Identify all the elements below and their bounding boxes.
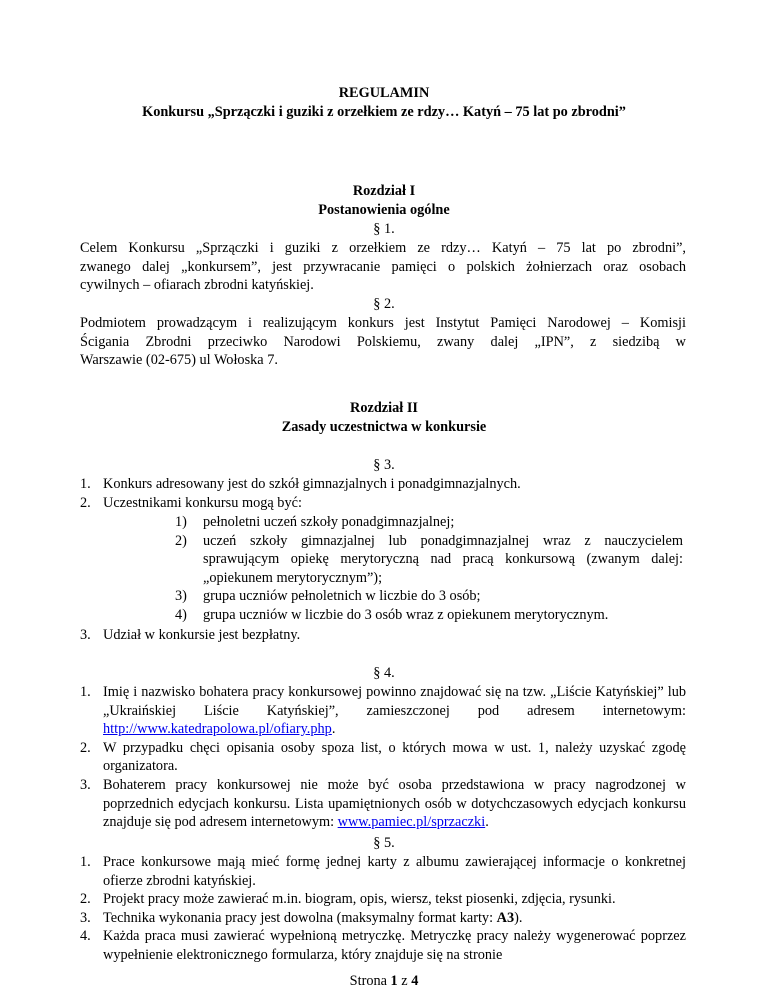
list-item: 3. Bohaterem pracy konkursowej nie może być osoba przedstawiona w pracy nagrodzonej w poprzednich edycjach konkursu. Lista upamiętnionych osób w dotychczasowych edycjach konkursu znajduje się pod adresem internetowym: www.pamiec.pl/sprzaczki. (80, 776, 686, 831)
paragraph-1-line: cywilnych – ofiarach zbrodni katyńskiej. (80, 277, 314, 294)
paragraph-3-list-end (80, 626, 686, 645)
paragraph-3-symbol: § 3. (373, 457, 395, 473)
list-item-number: 1. (80, 854, 91, 870)
list-item (80, 909, 686, 928)
page-separator: z (397, 973, 412, 989)
paragraph-3-sublist (0, 513, 686, 625)
paragraph-1-line: zwanego dalej „konkursem”, jest przywracanie pamięci o polskich żołnierzach oraz osobach (80, 258, 686, 275)
paragraph-5-list (80, 853, 686, 965)
paragraph-2-line: Podmiotem prowadzącym i realizującym konkurs jest Instytut Pamięci Narodowej – Komisji (80, 315, 686, 331)
pamiec-sprzaczki-link[interactable]: www.pamiec.pl/sprzaczki (337, 814, 486, 831)
list-item (80, 739, 686, 776)
list-item-number: 3. (80, 909, 91, 926)
document-title: REGULAMIN (338, 85, 430, 101)
list-item-text: Prace konkursowe mają mieć formę jednej karty z albumu zawierającej informacje o konkretnej ofierze zbrodni katyńskiej. (103, 854, 686, 889)
list-item-text: Udział w konkursie jest bezpłatny. (103, 627, 301, 643)
paragraph-5-symbol: § 5. (373, 835, 395, 851)
sub-list-text: pełnoletni uczeń szkoły ponadgimnazjalnej; (203, 514, 455, 530)
sub-list-item (163, 532, 683, 588)
list-item-text: Konkurs adresowany jest do szkół gimnazjalnych i ponadgimnazjalnych. (103, 476, 521, 492)
document-subtitle: Konkursu „Sprzączki i guziki z orzełkiem ze rdzy… Katyń – 75 lat po zbrodni” (142, 104, 626, 120)
paragraph-1-text (80, 239, 686, 295)
list-item-text: Projekt pracy może zawierać m.in. biogram, opis, wiersz, tekst piosenki, zdjęcia, rysunki. (103, 891, 616, 908)
chapter-1-title: Rozdział I (352, 183, 416, 199)
list-item-number: 3. (80, 776, 91, 793)
list-item (80, 890, 686, 909)
paragraph-3-list (80, 475, 686, 512)
list-item (80, 475, 686, 494)
chapter-1-subtitle: Postanowienia ogólne (318, 202, 450, 218)
list-item: 1. Imię i nazwisko bohatera pracy konkursowej powinno znajdować się na tzw. „Liście Katyńskiej” lub „Ukraińskiej Liście Katyńskiej”, zamieszczonej pod adresem internetowym: http://www.katedrapolowa.pl/ofiary.php. (80, 684, 686, 738)
list-item-number: 2. (80, 891, 91, 908)
paragraph-2-line: Warszawie (02-675) ul Wołoska 7. (80, 352, 278, 369)
paragraph-1-line: Celem Konkursu „Sprzączki i guziki z orzełkiem ze rdzy… Katyń – 75 lat po zbrodni”, (80, 240, 686, 256)
list-item-text: Każda praca musi zawierać wypełnioną metryczkę. Metryczkę pracy należy wygenerować poprzez wypełnienie elektronicznego formularza, który znajduje się na stronie (103, 928, 686, 963)
list-item (80, 626, 686, 645)
chapter-2-title: Rozdział II (350, 400, 418, 416)
list-item-number: 3. (80, 627, 91, 643)
sub-list-item (163, 587, 683, 606)
sub-list-number: 1) (175, 514, 187, 530)
sub-list-number: 4) (175, 606, 187, 623)
list-item-number: 1. (80, 476, 91, 492)
list-item-text: W przypadku chęci opisania osoby spoza list, o których mowa w ust. 1, należy uzyskać zgodę organizatora. (103, 739, 686, 775)
sub-list-item (163, 513, 683, 532)
sub-list-number: 3) (175, 588, 187, 605)
list-item (80, 927, 686, 964)
paragraph-2-line: Ścigania Zbrodni przeciwko Narodowi Polskiemu, zwany dalej „IPN”, z siedzibą w (80, 333, 686, 350)
list-item-text: Uczestnikami konkursu mogą być: (103, 494, 302, 511)
paragraph-2-text (80, 314, 686, 370)
paragraph-4-symbol: § 4. (373, 665, 395, 681)
list-item-text: Bohaterem pracy konkursowej nie może być osoba przedstawiona w pracy nagrodzonej w poprzednich edycjach konkursu. Lista upamiętnionych osób w dotychczasowych edycjach konkursu znajduje się pod adresem internetowym: (103, 776, 686, 831)
sub-list-text: grupa uczniów pełnoletnich w liczbie do 3 osób; (203, 588, 481, 605)
paragraph-4-list (80, 683, 686, 832)
total-page-number: 4 (411, 973, 419, 989)
list-item (80, 494, 686, 513)
sub-list-item (163, 606, 683, 625)
sub-list-text: uczeń szkoły gimnazjalnej lub ponadgimnazjalnej wraz z nauczycielem sprawującym opiekę merytoryczną nad pracą konkursową (zwanym dalej: „opiekunem merytorycznym”); (203, 532, 683, 586)
format-value: A3 (496, 909, 515, 926)
page-label: Strona (349, 973, 391, 989)
list-item-text: Technika wykonania pracy jest dowolna (maksymalny format karty: (103, 909, 497, 926)
list-item-number: 1. (80, 684, 91, 700)
list-item-text: Imię i nazwisko bohatera pracy konkursowej powinno znajdować się na tzw. „Liście Katyńskiej” lub „Ukraińskiej Liście Katyńskiej”, zamieszczonej pod adresem internetowym: (103, 684, 686, 719)
chapter-2-subtitle: Zasady uczestnictwa w konkursie (281, 419, 487, 435)
katedra-polowa-link[interactable]: http://www.katedrapolowa.pl/ofiary.php (103, 721, 332, 738)
list-item-number: 2. (80, 494, 91, 511)
list-item-text-end: ). (514, 909, 523, 926)
list-item-number: 4. (80, 928, 91, 945)
sub-list-number: 2) (175, 532, 187, 549)
sub-list-text: grupa uczniów w liczbie do 3 osób wraz z opiekunem merytorycznym. (203, 606, 609, 623)
list-item (80, 853, 686, 890)
page-footer (0, 972, 768, 991)
list-item-number: 2. (80, 739, 91, 756)
paragraph-2-symbol: § 2. (373, 296, 395, 312)
current-page-number: 1 (390, 973, 398, 989)
paragraph-1-symbol: § 1. (373, 221, 395, 237)
